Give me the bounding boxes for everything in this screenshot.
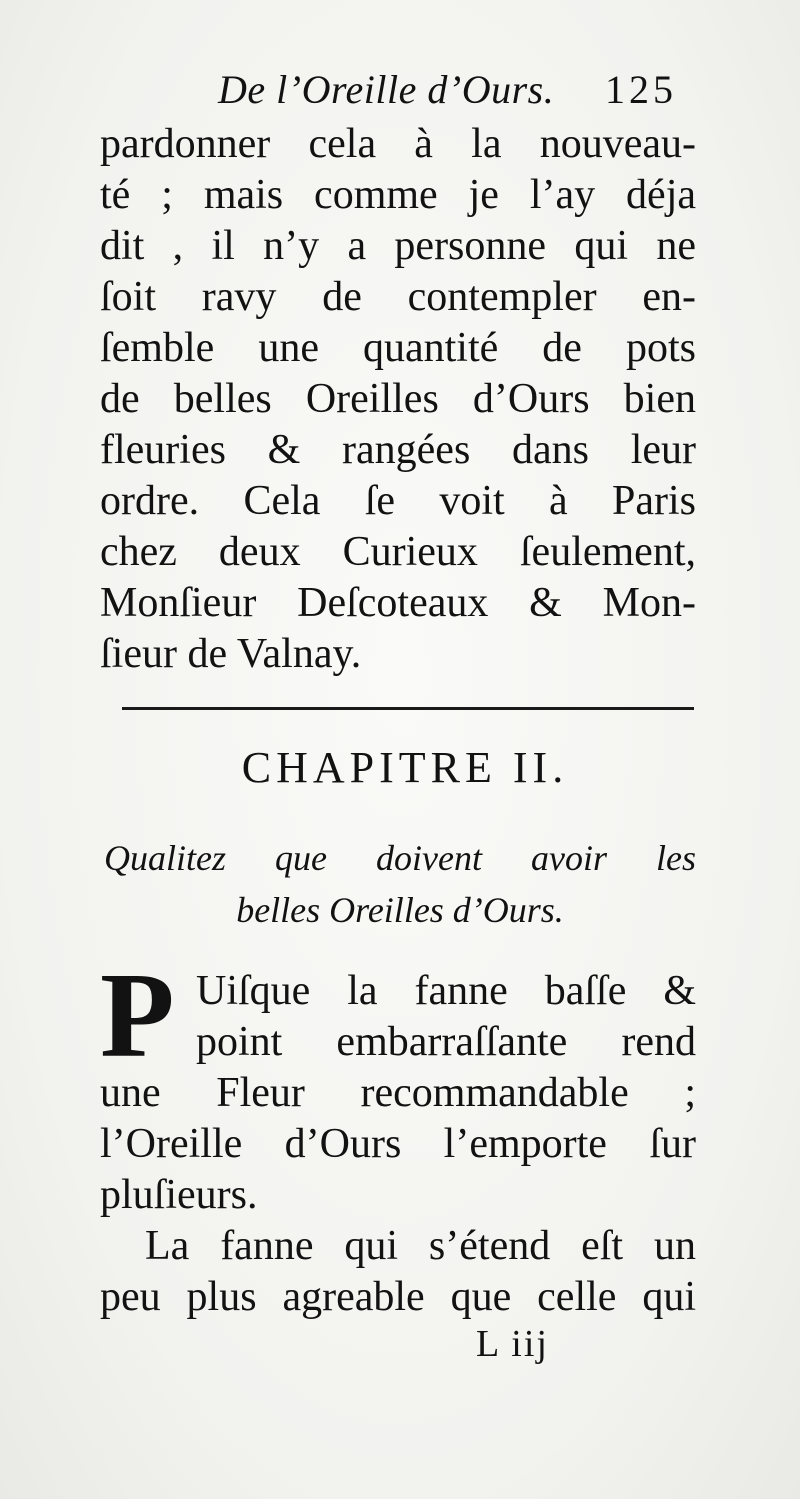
text-line: de belles Oreilles d’Ours bien [100,376,696,422]
text-line: Monſieur Deſcoteaux & Mon- [100,580,696,626]
section-divider [122,707,694,710]
text-line: ordre. Cela ſe voit à Paris [100,478,696,524]
chapter-subtitle [104,832,696,936]
chapter-title: CHAPITRE II. [241,743,569,792]
text-line: fleuries & rangées dans leur [100,427,696,473]
page-number: 125 [605,67,677,112]
text-line: pluſieurs. [100,1172,258,1218]
text-line: une Fleur recommandable ; [100,1070,696,1116]
subtitle-line: Qualitez que doivent avoir les [104,838,696,878]
text-line: ſoit ravy de contempler en- [100,274,696,320]
top-paragraph [100,119,696,680]
text-line: peu plus agreable que celle qui [100,1274,696,1320]
text-line: Uiſque la fanne baſſe & [196,968,696,1014]
text-line: La fanne qui s’étend eſt un [145,1223,696,1269]
running-title: De l’Oreille d’Ours. [218,67,555,112]
text-line: l’Oreille d’Ours l’emporte ſur [100,1121,696,1167]
text-line: té ; mais comme je l’ay déja [100,172,696,218]
subtitle-line: belles Oreilles d’Ours. [236,890,564,930]
text-line: pardonner cela à la nouveau- [100,121,696,167]
drop-cap-lines [196,966,696,1068]
text-line: ſemble une quantité de pots [100,325,696,371]
text-line: chez deux Curieux ſeulement, [100,529,696,575]
text-line: dit , il n’y a personne qui ne [100,223,696,269]
text-line: ſieur de Valnay. [100,631,362,677]
chapter-paragraph [100,1068,696,1323]
signature-mark: L iij [476,1323,549,1365]
running-head [0,66,800,126]
drop-cap: P [100,948,175,1083]
text-line: point embarraſſante rend [196,1019,696,1065]
